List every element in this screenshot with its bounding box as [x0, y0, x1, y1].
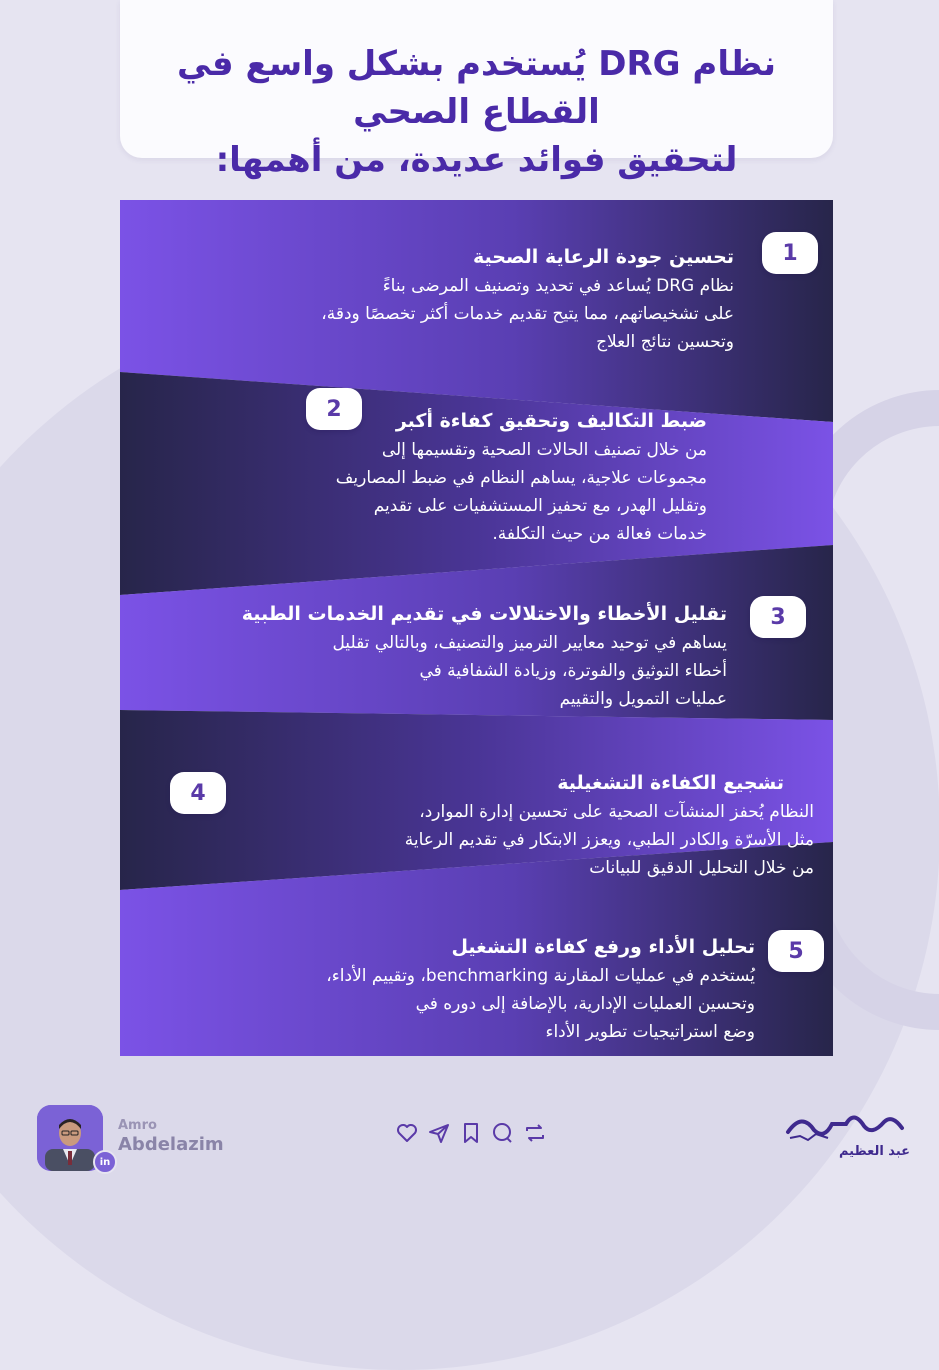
linkedin-icon[interactable]: in	[93, 1150, 117, 1174]
benefit-3-line-3: عمليات التمويل والتقييم	[559, 689, 727, 709]
comment-icon[interactable]	[490, 1120, 516, 1146]
benefit-2-line-1: من خلال تصنيف الحالات الصحية وتقسيمها إلى	[381, 440, 707, 460]
post-actions	[394, 1120, 548, 1146]
brand-logo	[780, 1102, 910, 1172]
author-first-name: Amro	[118, 1118, 157, 1133]
heart-icon[interactable]	[394, 1120, 420, 1146]
benefit-4-line-2: مثل الأسرّة والكادر الطبي، ويعزز الابتكار في تقديم الرعاية	[404, 830, 814, 850]
number-badge-5: 5	[768, 930, 824, 972]
benefit-item-4	[254, 770, 814, 882]
benefit-1-line-2: على تشخيصاتهم، مما يتيح تقديم خدمات أكثر تخصصًا ودقة،	[321, 304, 734, 324]
benefit-body-4	[254, 798, 814, 882]
benefit-1-line-3: وتحسين نتائج العلاج	[596, 332, 734, 352]
number-badge-4: 4	[170, 772, 226, 814]
benefit-item-1	[174, 244, 734, 356]
number-badge-1: 1	[762, 232, 818, 274]
benefit-4-line-3: من خلال التحليل الدقيق للبيانات	[589, 858, 814, 878]
benefit-title-4: تشجيع الكفاءة التشغيلية	[557, 772, 784, 794]
page-title	[130, 40, 823, 184]
benefit-5-line-2: وتحسين العمليات الإدارية، بالإضافة إلى دوره في	[415, 994, 755, 1014]
author-last-name: Abdelazim	[118, 1134, 224, 1155]
send-icon[interactable]	[426, 1120, 452, 1146]
benefit-5-line-3: وضع استراتيجيات تطوير الأداء	[545, 1022, 755, 1042]
benefit-body-5	[185, 962, 755, 1046]
title-line-2: لتحقيق فوائد عديدة، من أهمها:	[215, 140, 738, 180]
benefit-body-1	[174, 272, 734, 356]
benefit-title-1: تحسين جودة الرعاية الصحية	[472, 246, 734, 268]
benefit-3-line-2: أخطاء التوثيق والفوترة، وزيادة الشفافية في	[419, 661, 727, 681]
benefit-4-line-1: النظام يُحفز المنشآت الصحية على تحسين إدارة الموارد،	[419, 802, 814, 822]
benefit-item-5	[185, 934, 755, 1046]
benefit-2-line-3: وتقليل الهدر، مع تحفيز المستشفيات على تقديم	[373, 496, 707, 516]
benefit-title-5: تحليل الأداء ورفع كفاءة التشغيل	[451, 936, 755, 958]
benefit-5-line-1: يُستخدم في عمليات المقارنة benchmarking، وتقييم الأداء،	[326, 966, 755, 986]
logo-caption: عبد العظيم	[838, 1144, 910, 1159]
number-badge-3: 3	[750, 596, 806, 638]
number-badge-2: 2	[306, 388, 362, 430]
benefit-body-2	[147, 436, 707, 548]
benefit-body-3	[157, 629, 727, 713]
repost-icon[interactable]	[522, 1120, 548, 1146]
benefit-1-line-1: نظام DRG يُساعد في تحديد وتصنيف المرضى بناءً	[382, 276, 734, 296]
logo-signature	[780, 1102, 910, 1146]
title-line-1: نظام DRG يُستخدم بشكل واسع في القطاع الصحي	[177, 44, 776, 132]
benefit-2-line-4: خدمات فعالة من حيث التكلفة.	[492, 524, 707, 544]
header-card	[120, 0, 833, 180]
bookmark-icon[interactable]	[458, 1120, 484, 1146]
benefit-item-2	[147, 408, 707, 548]
benefit-item-3	[157, 601, 727, 713]
benefit-2-line-2: مجموعات علاجية، يساهم النظام في ضبط المصاريف	[335, 468, 707, 488]
benefit-3-line-1: يساهم في توحيد معايير الترميز والتصنيف، وبالتالي تقليل	[332, 633, 727, 653]
benefit-title-2: ضبط التكاليف وتحقيق كفاءة أكبر	[395, 410, 707, 432]
benefit-title-3: تقليل الأخطاء والاختلالات في تقديم الخدمات الطبية	[241, 603, 727, 625]
